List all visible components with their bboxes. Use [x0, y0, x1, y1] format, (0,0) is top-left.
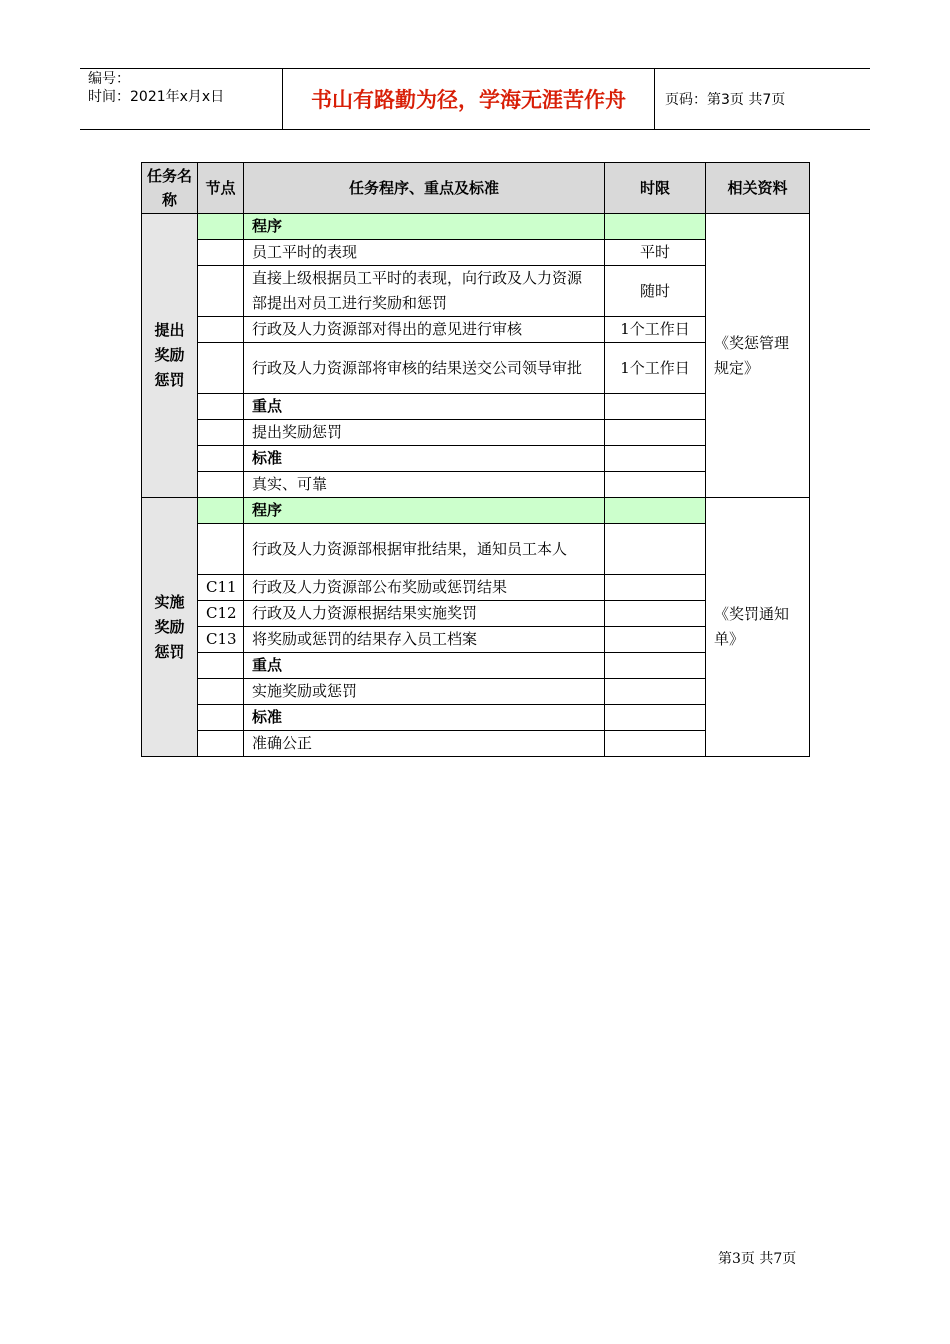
time-limit-cell: 平时: [605, 240, 706, 266]
col-header-procedure: 任务程序、重点及标准: [244, 163, 605, 214]
procedure-cell: 行政及人力资源部根据审批结果，通知员工本人: [244, 524, 605, 575]
time-limit-cell: [605, 653, 706, 679]
node-cell: [198, 343, 244, 394]
node-cell: C13: [198, 627, 244, 653]
section-label: 重点: [244, 394, 605, 420]
page-footer: 第3页 共7页: [718, 1251, 797, 1267]
time-limit-cell: 随时: [605, 266, 706, 317]
header-meta: [80, 69, 282, 129]
node-cell: [198, 498, 244, 524]
procedure-cell: 将奖励或惩罚的结果存入员工档案: [244, 627, 605, 653]
header-motto: 书山有路勤为径，学海无涯苦作舟: [282, 69, 655, 129]
procedure-cell: 行政及人力资源部对得出的意见进行审核: [244, 317, 605, 343]
page-header: [80, 68, 870, 130]
node-cell: [198, 679, 244, 705]
node-cell: [198, 524, 244, 575]
time-limit-cell: [605, 498, 706, 524]
time-limit-cell: 1个工作日: [605, 317, 706, 343]
col-header-task: 任务名称: [142, 163, 198, 214]
node-cell: [198, 420, 244, 446]
time-limit-cell: [605, 705, 706, 731]
reference-cell: 《奖惩管理规定》: [706, 214, 810, 498]
node-cell: [198, 317, 244, 343]
section-label: 标准: [244, 446, 605, 472]
node-cell: C12: [198, 601, 244, 627]
procedure-cell: 真实、可靠: [244, 472, 605, 498]
time-limit-cell: [605, 601, 706, 627]
document-date-label: 时间：2021年x月x日: [88, 89, 225, 105]
node-cell: C11: [198, 575, 244, 601]
col-header-node: 节点: [198, 163, 244, 214]
procedure-cell: 行政及人力资源部公布奖励或惩罚结果: [244, 575, 605, 601]
time-limit-cell: [605, 394, 706, 420]
node-cell: [198, 731, 244, 757]
time-limit-cell: [605, 420, 706, 446]
procedure-cell: 行政及人力资源根据结果实施奖罚: [244, 601, 605, 627]
section-label: 重点: [244, 653, 605, 679]
header-page-number: 页码：第3页 共7页: [665, 92, 786, 108]
node-cell: [198, 705, 244, 731]
node-cell: [198, 266, 244, 317]
time-limit-cell: [605, 214, 706, 240]
time-limit-cell: [605, 731, 706, 757]
section-label: 程序: [244, 214, 605, 240]
node-cell: [198, 653, 244, 679]
procedure-cell: 员工平时的表现: [244, 240, 605, 266]
section-label: 标准: [244, 705, 605, 731]
time-limit-cell: 1个工作日: [605, 343, 706, 394]
task-name-cell: 实施奖励惩罚: [142, 498, 198, 757]
node-cell: [198, 240, 244, 266]
reference-cell: 《奖罚通知单》: [706, 498, 810, 757]
procedure-cell: 准确公正: [244, 731, 605, 757]
col-header-time-limit: 时限: [605, 163, 706, 214]
node-cell: [198, 446, 244, 472]
time-limit-cell: [605, 575, 706, 601]
node-cell: [198, 214, 244, 240]
reward-punishment-table: [141, 162, 810, 757]
time-limit-cell: [605, 446, 706, 472]
time-limit-cell: [605, 627, 706, 653]
time-limit-cell: [605, 472, 706, 498]
procedure-cell: 行政及人力资源部将审核的结果送交公司领导审批: [244, 343, 605, 394]
table-header-row: [142, 163, 810, 214]
table-row: [142, 214, 810, 240]
node-cell: [198, 472, 244, 498]
procedure-cell: 提出奖励惩罚: [244, 420, 605, 446]
document-number-label: 编号：: [88, 71, 130, 87]
section-label: 程序: [244, 498, 605, 524]
procedure-cell: 直接上级根据员工平时的表现，向行政及人力资源部提出对员工进行奖励和惩罚: [244, 266, 605, 317]
procedure-cell: 实施奖励或惩罚: [244, 679, 605, 705]
time-limit-cell: [605, 524, 706, 575]
col-header-reference: 相关资料: [706, 163, 810, 214]
time-limit-cell: [605, 679, 706, 705]
node-cell: [198, 394, 244, 420]
table-row: [142, 498, 810, 524]
task-name-cell: 提出奖励惩罚: [142, 214, 198, 498]
